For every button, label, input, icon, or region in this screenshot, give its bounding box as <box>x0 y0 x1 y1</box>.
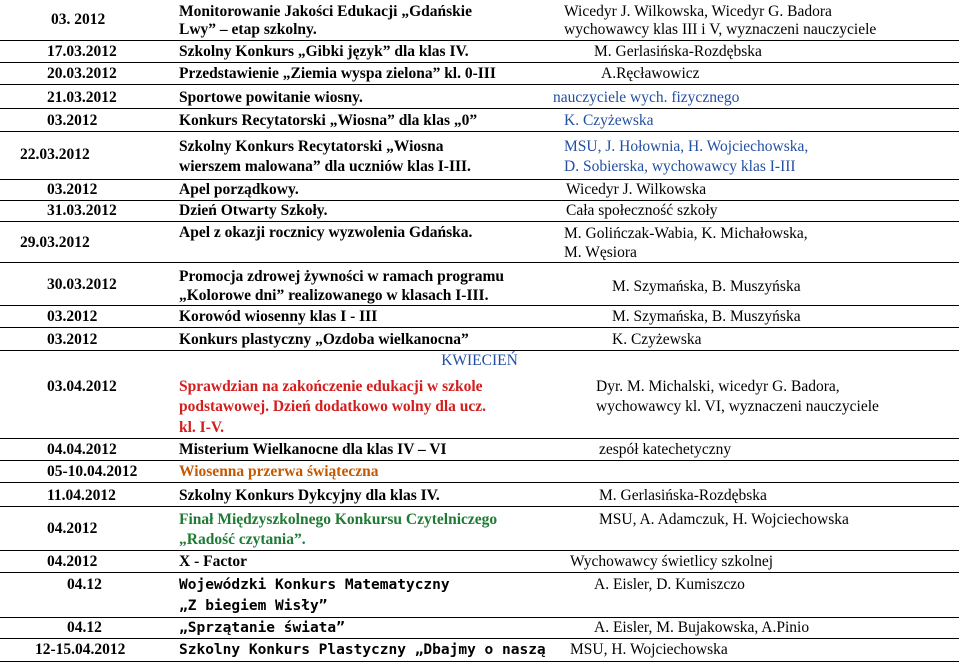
table-row <box>0 551 959 573</box>
table-row <box>0 109 959 132</box>
table-row <box>0 483 959 507</box>
row-event-line: Sportowe powitanie wiosny. <box>179 89 363 106</box>
table-row <box>0 507 959 551</box>
table-row <box>0 63 959 85</box>
row-date: 20.03.2012 <box>47 65 117 82</box>
row-date: 11.04.2012 <box>47 487 116 504</box>
table-row <box>0 41 959 63</box>
row-date: 04.12 <box>67 619 102 636</box>
row-event-line: Konkurs plastyczny „Ozdoba wielkanocna” <box>179 331 469 348</box>
row-event-line: kl. I-V. <box>179 419 224 436</box>
table-row <box>0 372 959 439</box>
row-date: 22.03.2012 <box>20 146 90 163</box>
row-event-line: Apel porządkowy. <box>179 181 299 198</box>
row-people-line: M. Golińczak-Wabia, K. Michałowska, <box>564 225 808 242</box>
table-row <box>0 461 959 483</box>
row-people-line: M. Szymańska, B. Muszyńska <box>612 278 801 295</box>
row-people-line: A. Eisler, D. Kumiszczo <box>594 576 745 593</box>
row-event-line: Dzień Otwarty Szkoły. <box>179 202 328 219</box>
row-people-line: M. Szymańska, B. Muszyńska <box>612 308 801 325</box>
row-date: 12-15.04.2012 <box>35 641 126 658</box>
row-event-line: Szkolny Konkurs Dykcyjny dla klas IV. <box>179 487 440 504</box>
row-date: 17.03.2012 <box>47 43 117 60</box>
row-event-line: Konkurs Recytatorski „Wiosna” dla klas „0” <box>179 112 478 129</box>
row-event-line: Korowód wiosenny klas I - III <box>179 308 378 325</box>
row-people-line: wychowawcy klas III i V, wyznaczeni nauczyciele <box>564 21 877 38</box>
row-date: 03.2012 <box>47 181 98 198</box>
row-people-line: zespół katechetyczny <box>599 441 732 458</box>
row-people-line: A.Ręcławowicz <box>601 65 700 82</box>
row-people-line: MSU, A. Adamczuk, H. Wojciechowska <box>599 511 849 528</box>
month-header <box>0 351 959 372</box>
row-event-line: X - Factor <box>179 553 247 570</box>
table-row <box>0 439 959 461</box>
row-date: 03.2012 <box>47 331 98 348</box>
row-event-line: Monitorowanie Jakości Edukacji „Gdańskie <box>179 3 472 20</box>
row-date: 03.2012 <box>47 308 98 325</box>
row-event-line: Sprawdzian na zakończenie edukacji w szkole <box>179 378 483 395</box>
row-people-line: Wychowawcy świetlicy szkolnej <box>570 553 774 570</box>
row-event-line: „Radość czytania”. <box>179 531 306 548</box>
table-row <box>0 263 959 306</box>
row-date: 03.04.2012 <box>47 378 117 395</box>
row-event-line: „Kolorowe dni” realizowanego w klasach I-III. <box>179 287 489 304</box>
table-row <box>0 573 959 618</box>
table-row <box>0 222 959 263</box>
row-date: 21.03.2012 <box>47 89 117 106</box>
table-row <box>0 306 959 328</box>
row-event-line: Wiosenna przerwa świąteczna <box>179 463 379 480</box>
table-row <box>0 0 959 41</box>
row-people-line: Wicedyr J. Wilkowska <box>566 181 707 198</box>
table-row <box>0 201 959 222</box>
row-event-line: Lwy” – etap szkolny. <box>179 21 317 38</box>
row-people-line: M. Gerlasińska-Rozdębska <box>594 43 762 60</box>
row-date: 03.2012 <box>47 112 98 129</box>
table-row <box>0 85 959 109</box>
row-date: 04.2012 <box>47 553 98 570</box>
table-row <box>0 328 959 351</box>
table-row <box>0 639 959 662</box>
table-row <box>0 132 959 180</box>
row-people-line: A. Eisler, M. Bujakowska, A.Pinio <box>594 619 810 636</box>
row-date: 05-10.04.2012 <box>47 463 138 480</box>
row-people-line: D. Sobierska, wychowawcy klas I-III <box>564 158 796 175</box>
table-row <box>0 180 959 201</box>
row-date: 30.03.2012 <box>47 276 117 293</box>
row-event-line: Wojewódzki Konkurs Matematyczny <box>179 577 450 593</box>
row-people-line: M. Gerlasińska-Rozdębska <box>599 487 767 504</box>
row-people-line: K. Czyżewska <box>612 331 702 348</box>
row-date: 31.03.2012 <box>47 202 117 219</box>
row-people-line: M. Węsiora <box>564 244 637 261</box>
row-people-line: MSU, J. Hołownia, H. Wojciechowska, <box>564 138 809 155</box>
row-event-line: „Sprzątanie świata” <box>179 620 345 636</box>
row-event-line: Misterium Wielkanocne dla klas IV – VI <box>179 441 447 458</box>
row-people-line: wychowawcy kl. VI, wyznaczeni nauczyciele <box>596 398 879 415</box>
row-people-line: Cała społeczność szkoły <box>566 202 718 219</box>
row-date: 04.12 <box>67 576 102 593</box>
row-date: 29.03.2012 <box>20 234 90 251</box>
row-event-line: Apel z okazji rocznicy wyzwolenia Gdańska. <box>179 224 473 241</box>
row-event-line: podstawowej. Dzień dodatkowo wolny dla ucz. <box>179 398 487 415</box>
month-title: KWIECIEŃ <box>441 352 518 369</box>
row-event-line: Przedstawienie „Ziemia wyspa zielona” kl. 0-III <box>179 65 496 82</box>
row-event-line: Finał Międzyszkolnego Konkursu Czytelniczego <box>179 511 498 528</box>
row-event-line: Szkolny Konkurs „Gibki język” dla klas IV. <box>179 43 469 60</box>
row-event-line: Szkolny Konkurs Plastyczny „Dbajmy o naszą <box>179 642 546 658</box>
row-people-line: Wicedyr J. Wilkowska, Wicedyr G. Badora <box>564 3 832 20</box>
table-row <box>0 618 959 639</box>
row-event-line: „Z biegiem Wisły” <box>179 598 328 614</box>
row-event-line: wierszem malowana” dla uczniów klas I-III. <box>179 158 471 175</box>
row-date: 03. 2012 <box>51 11 106 28</box>
row-people-line: nauczyciele wych. fizycznego <box>553 89 740 106</box>
row-date: 04.2012 <box>47 520 98 537</box>
row-event-line: Promocja zdrowej żywności w ramach programu <box>179 268 505 285</box>
row-people-line: Dyr. M. Michalski, wicedyr G. Badora, <box>596 378 840 395</box>
row-people-line: MSU, H. Wojciechowska <box>570 641 728 658</box>
row-event-line: Szkolny Konkurs Recytatorski „Wiosna <box>179 138 444 155</box>
row-date: 04.04.2012 <box>47 441 117 458</box>
row-people-line: K. Czyżewska <box>564 112 654 129</box>
